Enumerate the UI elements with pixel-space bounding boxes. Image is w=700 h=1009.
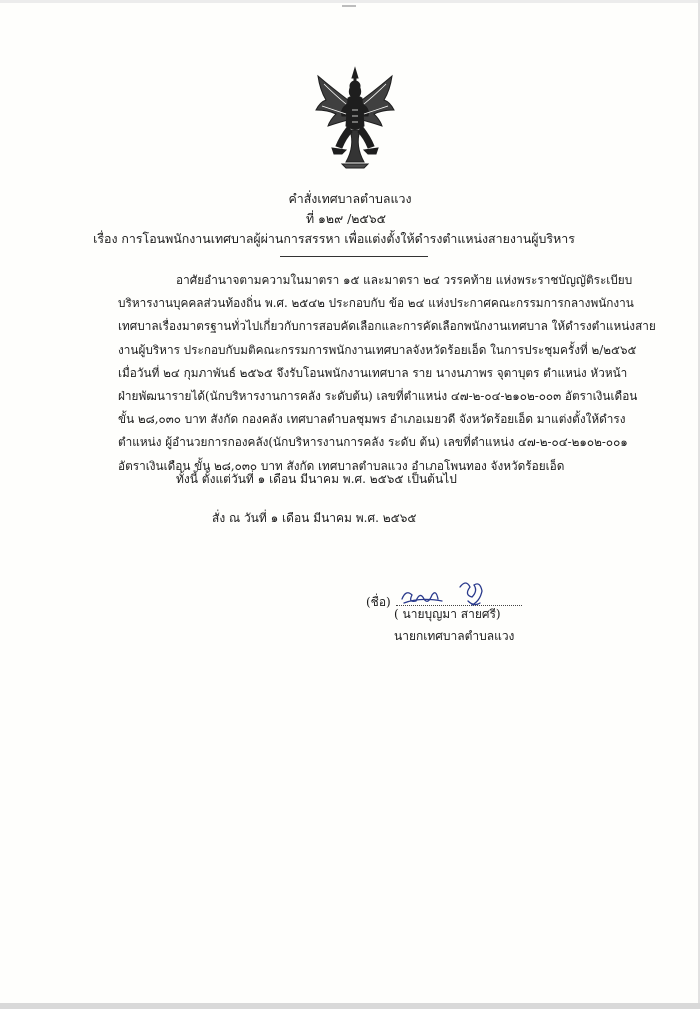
body-line: บริหารงานบุคคลส่วนท้องถิ่น พ.ศ. ๒๕๔๒ ประกอบกับ ข้อ ๒๔ แห่งประกาศคณะกรรมการกลางพนักงาน	[118, 296, 634, 311]
body-line: เทศบาลเรื่องมาตรฐานทั่วไปเกี่ยวกับการสอบคัดเลือกและการคัดเลือกพนักงานเทศบาล ให้ดำรงตำแหน่งสาย	[118, 319, 656, 334]
body-line: ขั้น ๒๘,๐๓๐ บาท สังกัด กองคลัง เทศบาลตำบลชุมพร อำเภอเมยวดี จังหวัดร้อยเอ็ด มาแต่งตั้งให้ดำรง	[118, 412, 626, 427]
page-bottom-edge	[0, 1003, 700, 1009]
order-subject: เรื่อง การโอนพนักงานเทศบาลผู้ผ่านการสรรหา เพื่อแต่งตั้งให้ดำรงตำแหน่งสายงานผู้บริหาร	[93, 231, 575, 246]
signer-name: ( นายบุญมา สายศรี)	[394, 607, 501, 621]
header-divider	[280, 256, 428, 257]
garuda-emblem-icon	[312, 66, 398, 170]
body-line: เมื่อวันที่ ๒๔ กุมภาพันธ์ ๒๕๖๕ จึงรับโอนพนักงานเทศบาล ราย นางนภาพร จุตาบุตร ตำแหน่ง หัวหน้า	[118, 365, 628, 380]
signature-block	[366, 583, 546, 653]
punch-mark	[342, 5, 356, 7]
order-number: ที่ ๑๒๙ /๒๕๖๕	[305, 211, 387, 226]
body-line: ฝ่ายพัฒนารายได้(นักบริหารงานการคลัง ระดับต้น) เลขที่ตำแหน่ง ๔๗-๒-๐๔-๒๑๐๒-๐๐๓ อัตราเงินเดือน	[118, 389, 638, 404]
order-date: สั่ง ณ วันที่ ๑ เดือน มีนาคม พ.ศ. ๒๕๖๕	[212, 511, 417, 525]
body-line: ตำแหน่ง ผู้อำนวยการกองคลัง(นักบริหารงานการคลัง ระดับ ต้น) เลขที่ตำแหน่ง ๔๗-๒-๐๔-๒๑๐๒-๐๐๑	[118, 435, 628, 450]
signer-title: นายกเทศบาลตำบลแวง	[394, 629, 515, 643]
body-line: อาศัยอำนาจตามความในมาตรา ๑๕ และมาตรา ๒๔ วรรคท้าย แห่งพระราชบัญญัติระเบียบ	[176, 273, 633, 287]
page-top-edge	[0, 0, 700, 3]
body-line: อัตราเงินเดือน ขั้น ๒๘,๐๓๐ บาท สังกัด เทศบาลตำบลแวง อำเภอโพนทอง จังหวัดร้อยเอ็ด	[118, 458, 565, 473]
signature-label: (ชื่อ)	[366, 595, 391, 609]
order-body-paragraph	[118, 269, 656, 478]
body-line: งานผู้บริหาร ประกอบกับมติคณะกรรมการพนักงานเทศบาลจังหวัดร้อยเอ็ด ในการประชุมครั้งที่ ๒/๒๕๖๕	[118, 342, 637, 357]
order-issuer-title: คำสั่งเทศบาลตำบลแวง	[288, 191, 412, 206]
effective-date: ทั้งนี้ ตั้งแต่วันที่ ๑ เดือน มีนาคม พ.ศ. ๒๕๖๕ เป็นต้นไป	[176, 472, 457, 486]
